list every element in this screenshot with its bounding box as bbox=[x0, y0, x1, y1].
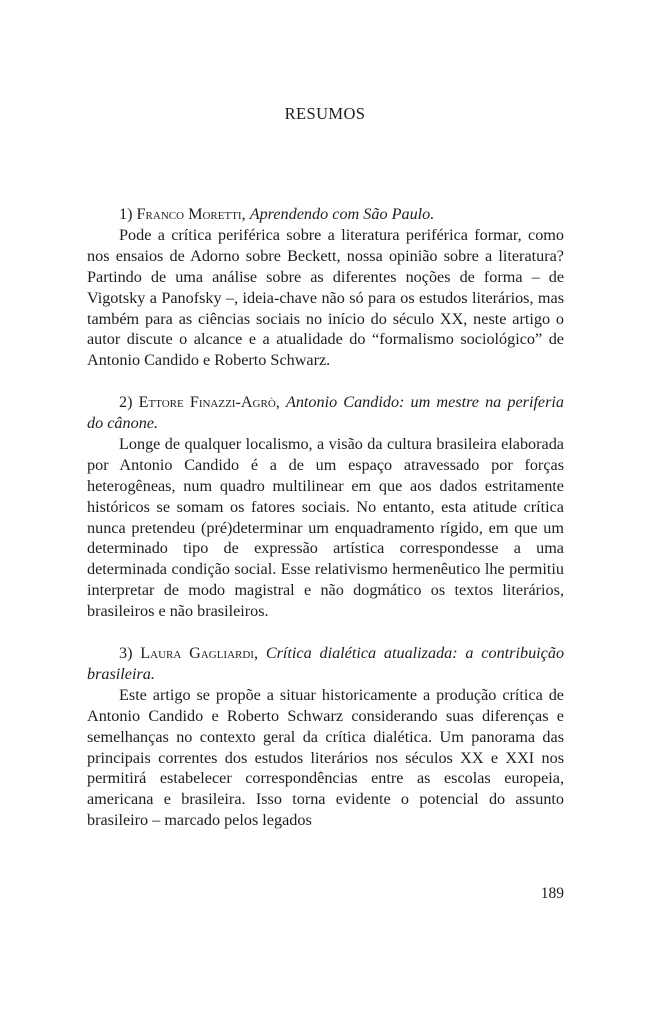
abstract-author: Franco Moretti bbox=[136, 205, 242, 223]
abstract-title: Antonio Candido: um mestre na periferia do cânone. bbox=[87, 393, 565, 433]
abstract-number: 2) bbox=[119, 393, 133, 412]
abstract-1 bbox=[87, 204, 564, 371]
abstract-body: Pode a crítica periférica sobre a literatura periférica formar, como nos ensaios de Adorno sobre Beckett, nossa opinião sobre a literatura? Partindo de uma análise sobre as diferentes noções de forma – de Vigotsky a Panofsky –, ideia-chave não só para os estudos literários, mas também para as ciências sociais no início do século XX, neste artigo o autor discute o alcance e a atualidade do “formalismo sociológico” de Antonio Candido e Roberto Schwarz. bbox=[87, 225, 564, 370]
abstract-heading: 3) Laura Gagliardi, Crítica dialética atualizada: a contribuição brasileira. bbox=[87, 644, 565, 683]
abstract-author: Laura Gagliardi bbox=[140, 644, 254, 662]
abstract-body: Longe de qualquer localismo, a visão da cultura brasileira elaborada por Antonio Candido é a de um espaço atravessado por forças heterogêneas, num quadro multilinear em que aos dados estritamente históricos se somam os fatores sociais. No entanto, esta atitude crítica nunca pretendeu (pré)determinar um enquadramento rígido, em que um determinado tipo de expressão artística correspondesse a uma determinada condição social. Esse relativismo hermenêutico lhe permitiu interpretar de modo magistral e não dogmático os textos literários, brasileiros e não brasileiros. bbox=[87, 434, 564, 621]
abstract-number: 3) bbox=[119, 644, 133, 662]
abstract-title: Crítica dialética atualizada: a contribuição brasileira. bbox=[87, 644, 565, 683]
page-number: 189 bbox=[540, 885, 564, 902]
abstract-number: 1) bbox=[119, 205, 133, 223]
abstracts-list bbox=[87, 204, 564, 852]
abstract-heading: 2) Ettore Finazzi-Agrò, Antonio Candido: um mestre na periferia do cânone. bbox=[87, 393, 565, 433]
abstract-title: Aprendendo com São Paulo. bbox=[249, 205, 435, 223]
abstract-body: Este artigo se propõe a situar historicamente a produção crítica de Antonio Candido e Roberto Schwarz considerando suas diferenças e semelhanças no contexto geral da crítica dialética. Um panorama das principais correntes dos estudos literários nos séculos XX e XXI nos permitirá estabelecer correspondências entre as escolas europeia, americana e brasileira. Isso torna evidente o potencial do assunto brasileiro – marcado pelos legados bbox=[87, 685, 564, 830]
abstract-author: Ettore Finazzi-Agrò bbox=[138, 393, 276, 412]
abstract-2 bbox=[87, 392, 564, 622]
abstract-3 bbox=[87, 643, 564, 831]
abstract-heading: 1) Franco Moretti, Aprendendo com São Paulo. bbox=[119, 205, 435, 223]
page-title: RESUMOS bbox=[284, 104, 366, 123]
